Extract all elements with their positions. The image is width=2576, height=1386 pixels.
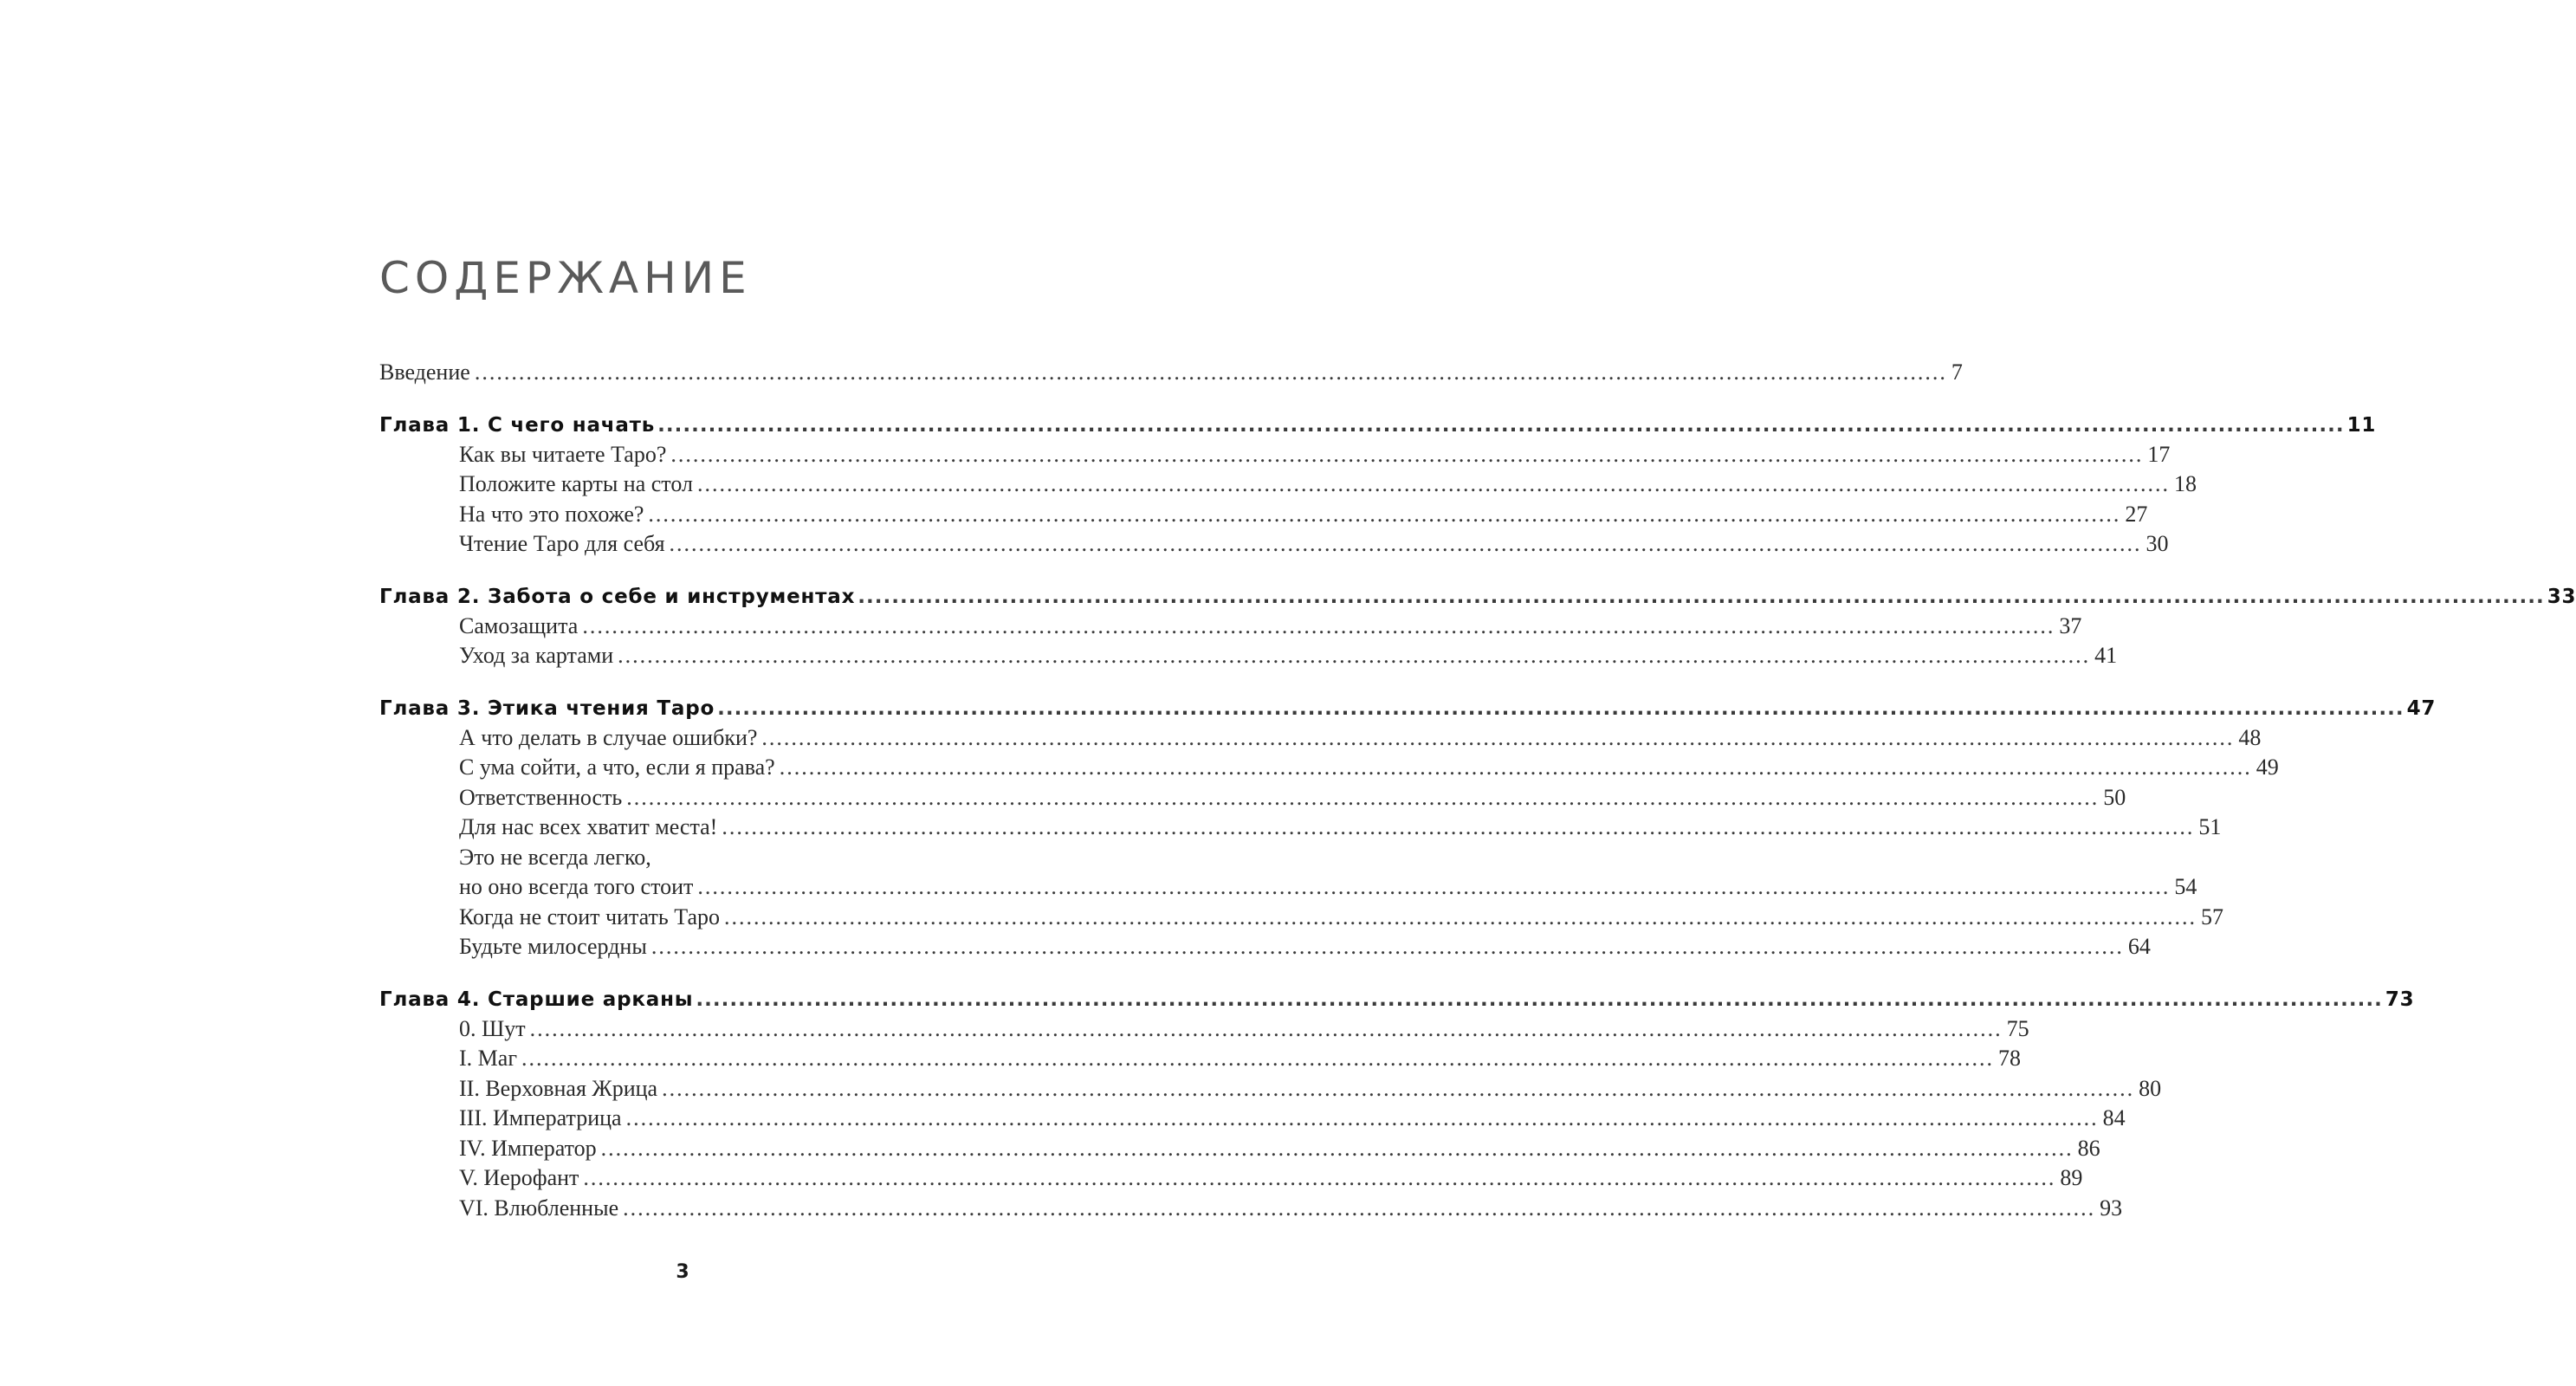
toc-chapter-2 — [379, 582, 2576, 671]
section-page: 80 — [2139, 1075, 2162, 1101]
chapter-page: 47 — [2406, 696, 2437, 720]
chapter-title: Глава 3. Этика чтения Таро — [379, 696, 715, 720]
toc-section — [379, 813, 2222, 843]
chapter-heading — [379, 582, 2576, 612]
toc-section — [379, 1163, 2083, 1194]
section-title: 0. Шут — [459, 1015, 526, 1041]
dot-leader: ........................................................................................................................................................................................................ — [697, 874, 2171, 899]
toc-section — [379, 932, 2151, 962]
section-page: 37 — [2059, 612, 2082, 638]
toc-chapter-3 — [379, 694, 2437, 962]
toc-section — [379, 723, 2262, 754]
section-page: 18 — [2173, 471, 2197, 496]
dot-leader: ........................................................................................................................................................................................................ — [474, 359, 1947, 385]
chapter-title: Глава 4. Старшие арканы — [379, 988, 694, 1011]
toc-section — [379, 1074, 2162, 1104]
chapter-heading — [379, 411, 2377, 440]
dot-leader: ........................................................................................................................................................................................................ — [625, 1105, 2099, 1130]
toc-section — [379, 612, 2082, 642]
section-page: 75 — [2006, 1015, 2029, 1041]
dot-leader: ........................................................................................................................................................................................................ — [529, 1015, 2003, 1041]
section-title: V. Иерофант — [459, 1165, 579, 1190]
toc-section — [379, 1014, 2029, 1045]
section-title: I. Маг — [459, 1046, 517, 1071]
section-title: Положите карты на стол — [459, 471, 693, 496]
section-title: Ответственность — [459, 784, 623, 810]
toc-entry-title: Введение — [379, 359, 470, 385]
section-page: 86 — [2077, 1135, 2100, 1161]
dot-leader: ........................................................................................................................................................................................................ — [623, 1195, 2096, 1221]
dot-leader: ........................................................................................................................................................................................................ — [696, 471, 2170, 496]
dot-leader: ........................................................................................................................................................................................................ — [696, 988, 2383, 1011]
toc-section — [379, 1194, 2123, 1224]
section-page: 93 — [2100, 1195, 2123, 1221]
section-title-line-2: но оно всегда того стоит — [459, 874, 694, 899]
chapter-title: Глава 2. Забота о себе и инструментах — [379, 585, 856, 608]
section-page: 50 — [2103, 784, 2126, 810]
section-page: 89 — [2060, 1165, 2083, 1190]
chapter-title: Глава 1. С чего начать — [379, 413, 656, 437]
section-title-line-1: Это не всегда легко, — [459, 844, 651, 870]
section-page: 30 — [2146, 531, 2169, 556]
toc-section — [379, 500, 2148, 530]
page-title: СОДЕРЖАНИЕ — [379, 253, 752, 303]
toc-section — [379, 753, 2279, 783]
toc-section — [379, 1134, 2100, 1164]
toc-section — [379, 641, 2118, 671]
section-title: На что это похоже? — [459, 501, 644, 527]
dot-leader: ........................................................................................................................................................................................................ — [582, 612, 2055, 638]
section-title: Чтение Таро для себя — [459, 531, 665, 556]
section-title: Для нас всех хватит места! — [459, 814, 718, 839]
dot-leader: ........................................................................................................................................................................................................ — [618, 643, 2091, 668]
section-title: II. Верховная Жрица — [459, 1075, 658, 1101]
toc-section — [379, 440, 2171, 470]
toc-section — [379, 470, 2197, 500]
dot-leader: ........................................................................................................................................................................................................ — [724, 903, 2197, 929]
toc-chapter-1 — [379, 411, 2377, 560]
dot-leader: ........................................................................................................................................................................................................ — [600, 1135, 2074, 1161]
chapter-page: 73 — [2385, 988, 2415, 1011]
toc-section — [379, 783, 2126, 813]
section-page: 57 — [2201, 903, 2224, 929]
section-title: Как вы читаете Таро? — [459, 441, 667, 467]
section-title: А что делать в случае ошибки? — [459, 724, 758, 750]
dot-leader: ........................................................................................................................................................................................................ — [657, 413, 2345, 437]
toc-section — [379, 903, 2224, 933]
section-page: 48 — [2238, 724, 2262, 750]
toc-section — [379, 529, 2169, 560]
dot-leader: ........................................................................................................................................................................................................ — [858, 585, 2545, 608]
toc-section — [379, 1104, 2126, 1134]
section-title: IV. Император — [459, 1135, 597, 1161]
section-title: VI. Влюбленные — [459, 1195, 619, 1221]
dot-leader: ........................................................................................................................................................................................................ — [521, 1046, 1994, 1071]
section-title: Уход за картами — [459, 643, 614, 668]
dot-leader: ........................................................................................................................................................................................................ — [626, 784, 2100, 810]
page-number: 3 — [676, 1261, 689, 1283]
section-title: Когда не стоит читать Таро — [459, 903, 721, 929]
section-page: 64 — [2127, 934, 2151, 959]
chapter-heading — [379, 985, 2415, 1014]
section-title: Самозащита — [459, 612, 579, 638]
chapter-heading — [379, 694, 2437, 723]
section-title: III. Императрица — [459, 1105, 622, 1130]
section-page: 27 — [2125, 501, 2148, 527]
section-page: 54 — [2174, 874, 2197, 899]
table-of-contents — [379, 358, 2576, 1246]
section-title: Будьте милосердны — [459, 934, 647, 959]
dot-leader: ........................................................................................................................................................................................................ — [779, 755, 2252, 780]
section-page: 41 — [2094, 643, 2118, 668]
toc-section-first-line — [379, 843, 987, 873]
chapter-page: 33 — [2547, 585, 2576, 608]
toc-entry-introduction — [379, 358, 1963, 388]
section-page: 78 — [1997, 1046, 2021, 1071]
dot-leader: ........................................................................................................................................................................................................ — [669, 531, 2142, 556]
toc-section — [379, 1044, 2021, 1074]
dot-leader: ........................................................................................................................................................................................................ — [583, 1165, 2056, 1190]
section-page: 84 — [2102, 1105, 2126, 1130]
chapter-page: 11 — [2346, 413, 2377, 437]
dot-leader: ........................................................................................................................................................................................................ — [648, 501, 2121, 527]
dot-leader: ........................................................................................................................................................................................................ — [662, 1075, 2135, 1101]
section-title: С ума сойти, а что, если я права? — [459, 755, 775, 780]
toc-chapter-4 — [379, 985, 2415, 1224]
dot-leader: ........................................................................................................................................................................................................ — [761, 724, 2235, 750]
dot-leader: ........................................................................................................................................................................................................ — [670, 441, 2144, 467]
section-page: 17 — [2147, 441, 2171, 467]
dot-leader: ........................................................................................................................................................................................................ — [722, 814, 2195, 839]
toc-entry-page: 7 — [1951, 359, 1963, 385]
section-page: 49 — [2256, 755, 2279, 780]
toc-section — [379, 872, 2197, 903]
dot-leader: ........................................................................................................................................................................................................ — [717, 696, 2404, 720]
section-page: 51 — [2198, 814, 2222, 839]
dot-leader: ........................................................................................................................................................................................................ — [650, 934, 2124, 959]
